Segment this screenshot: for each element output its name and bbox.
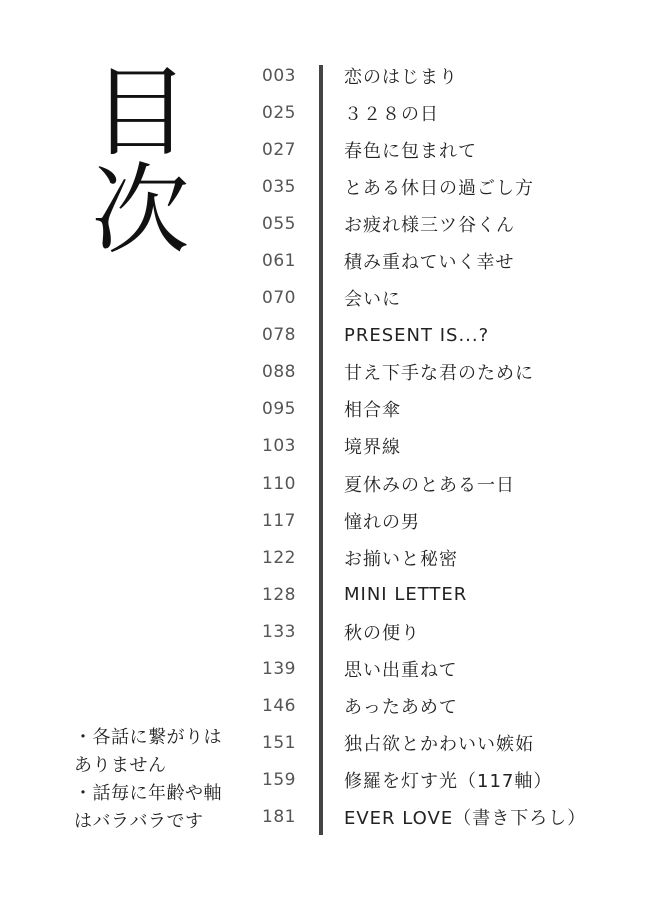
toc-page-number: 088: [262, 362, 296, 383]
toc-row: [262, 317, 642, 354]
toc-chapter-title: 修羅を灯す光（117軸）: [344, 771, 553, 793]
toc-row: [262, 94, 642, 131]
toc-chapter-title: 春色に包まれて: [344, 140, 477, 162]
toc-row: [262, 280, 642, 317]
toc-page-number: 122: [262, 547, 296, 568]
note-line: ・話毎に年齢や軸: [74, 783, 222, 804]
toc-chapter-title: 甘え下手な君のために: [344, 363, 534, 385]
toc-chapter-title: お揃いと秘密: [344, 548, 458, 570]
toc-chapter-title: 会いに: [344, 289, 401, 311]
toc-row: [262, 391, 642, 428]
note-line: はバラバラです: [74, 811, 204, 832]
toc-chapter-title: とある休日の過ごし方: [344, 177, 534, 199]
note-line: ありません: [74, 755, 167, 776]
toc-page-number: 025: [262, 102, 296, 123]
toc-chapter-title: あったあめて: [344, 697, 458, 719]
toc-row: [262, 539, 642, 576]
toc-page-number: 103: [262, 436, 296, 457]
toc-row: [262, 131, 642, 168]
toc-page-number: 146: [262, 696, 296, 717]
toc-row: [262, 725, 642, 762]
toc-page-number: 055: [262, 213, 296, 234]
notes-block: [74, 724, 254, 836]
toc-chapter-title: 思い出重ねて: [344, 660, 458, 682]
toc-row: [262, 688, 642, 725]
toc-page-number: 095: [262, 399, 296, 420]
toc-page-number: 027: [262, 139, 296, 160]
toc-page-number: 159: [262, 770, 296, 791]
toc-chapter-title: ３２８の日: [344, 103, 439, 125]
toc-row: [262, 354, 642, 391]
toc-page-number: 117: [262, 510, 296, 531]
toc-row: [262, 205, 642, 242]
toc-chapter-title: お疲れ様三ツ谷くん: [344, 214, 515, 236]
toc-chapter-title: 恋のはじまり: [344, 66, 458, 88]
toc-row: [262, 465, 642, 502]
toc-chapter-title: 夏休みのとある一日: [344, 474, 515, 496]
toc-page-number: 181: [262, 807, 296, 828]
toc-row: [262, 502, 642, 539]
toc-chapter-title: EVER LOVE（書き下ろし）: [344, 808, 587, 830]
note-line: ・各話に繋がりは: [74, 727, 222, 748]
toc-chapter-title: 憧れの男: [344, 511, 420, 533]
toc-chapter-title: MINI LETTER: [344, 584, 468, 606]
page-title: 目次: [75, 60, 189, 256]
toc-chapter-title: 積み重ねていく幸せ: [344, 252, 515, 274]
toc-row: [262, 799, 642, 836]
toc-chapter-title: 独占欲とかわいい嫉妬: [344, 734, 534, 756]
toc-row: [262, 762, 642, 799]
toc-row: [262, 651, 642, 688]
toc-page-number: 078: [262, 325, 296, 346]
toc-row: [262, 428, 642, 465]
toc-row: [262, 576, 642, 613]
toc-page-number: 128: [262, 584, 296, 605]
toc-chapter-title: PRESENT IS...?: [344, 324, 490, 346]
toc-row: [262, 242, 642, 279]
toc-chapter-title: 秋の便り: [344, 622, 420, 644]
toc-row: [262, 57, 642, 94]
toc-page-number: 061: [262, 251, 296, 272]
toc-page-number: 003: [262, 65, 296, 86]
toc-page-number: 035: [262, 176, 296, 197]
toc-page-number: 110: [262, 473, 296, 494]
toc-chapter-title: 相合傘: [344, 400, 401, 422]
table-of-contents: [262, 57, 642, 836]
toc-page-number: 151: [262, 733, 296, 754]
toc-page-number: 139: [262, 659, 296, 680]
toc-row: [262, 613, 642, 650]
toc-page-number: 133: [262, 621, 296, 642]
toc-chapter-title: 境界線: [344, 437, 401, 459]
toc-row: [262, 168, 642, 205]
toc-page-number: 070: [262, 288, 296, 309]
